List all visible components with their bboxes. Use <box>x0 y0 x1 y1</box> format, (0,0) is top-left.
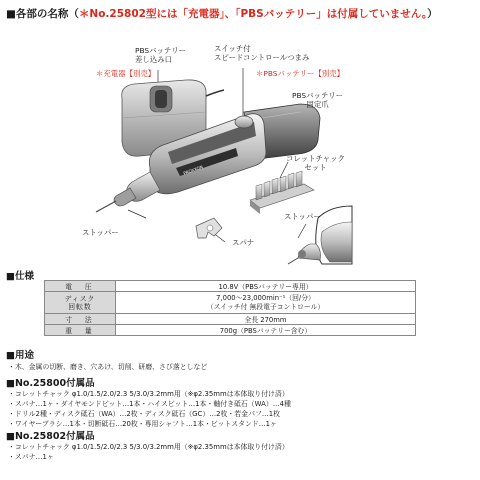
title-note: ＊No.25802型には「充電器」、「PBSバッテリー」は付属していません。 <box>78 8 428 20</box>
usage-text: ・木、金属の切断、磨き、穴あけ、切削、研磨、さび落としなど <box>8 363 208 371</box>
label-charger: ＊充電器【別売】 <box>96 69 156 78</box>
spec-table <box>44 280 416 336</box>
label-battery-claw-line-2: 固定爪 <box>306 100 329 109</box>
label-battery-claw-line-1: PBSバッテリー <box>292 91 344 100</box>
spec-key: 電 圧 <box>45 281 116 292</box>
spec-row-size <box>45 314 416 325</box>
title-prefix: ■各部の名称（ <box>6 8 79 20</box>
spec-key: 寸 法 <box>45 314 116 325</box>
list-item: ・コレットチャック φ1.0/1.5/2.0/2.3 5/3.0/3.2mm用（※φ2.35mmは本体取り付け済） <box>8 390 289 398</box>
label-charge-port <box>135 46 186 64</box>
collet-chuck-set-illustration <box>250 171 314 214</box>
list-item: ・ドリル2種・ディスク砥石（WA）…2枚・ディスク砥石（GC）…2枚・若金パフ…1枚 <box>8 410 281 418</box>
title-suffix: ） <box>427 8 438 20</box>
label-battery-claw <box>292 91 343 109</box>
usage-heading: ■用途 <box>6 350 34 361</box>
spec-value: 10.8V（PBSバッテリー専用） <box>116 281 416 292</box>
list-item: ・スパナ…1ヶ <box>8 453 54 461</box>
spec-value-line-1: 7,000〜23,000min⁻¹（回/分） <box>216 293 315 302</box>
label-switch-speed-line-2: スピードコントロールつまみ <box>214 53 310 62</box>
spec-row-voltage <box>45 281 416 292</box>
label-collet-set <box>286 154 345 172</box>
spanner-illustration <box>196 218 222 238</box>
spec-value-line-2: （スイッチ付 無段電子コントロール） <box>206 302 325 311</box>
spec-key: 重 量 <box>45 325 116 336</box>
spec-value: 700g（PBSバッテリー含む） <box>116 325 416 336</box>
label-collet-set-line-2: セット <box>304 163 327 172</box>
label-stopper-left: ストッパー <box>82 228 119 237</box>
acc-25800-heading: ■No.25800付属品 <box>6 378 95 389</box>
label-switch-speed <box>214 44 309 62</box>
label-charge-port-line-2: 差し込み口 <box>135 55 172 64</box>
list-item: ・ワイヤーブラシ…1本・切断砥石…20枚・専用シャフト…1本・ビットスタンド…1ヶ <box>8 420 277 428</box>
label-stopper-right: ストッパー <box>284 212 321 221</box>
label-spanner: スパナ <box>232 238 255 247</box>
list-item: ・スパナ…1ヶ・ダイヤモンドビット…1本・ハイスビット…1本・軸付き砥石（WA）…4種 <box>8 400 291 408</box>
product-logo: PROXXON <box>182 164 204 176</box>
spec-row-rpm <box>45 292 416 314</box>
spec-value <box>116 292 416 314</box>
spec-row-weight <box>45 325 416 336</box>
acc-25802-heading: ■No.25802付属品 <box>6 431 95 442</box>
spec-heading: ■仕様 <box>6 271 34 282</box>
list-item: ・コレットチャック φ1.0/1.5/2.0/2.3 5/3.0/3.2mm用（※φ2.35mmは本体取り付け済） <box>8 443 289 451</box>
label-collet-set-line-1: コレットチャック <box>286 154 345 163</box>
spec-key: ディスク 回転数 <box>45 292 116 314</box>
spec-value: 全長 270mm <box>116 314 416 325</box>
label-battery: ＊PBSバッテリー【別売】 <box>256 69 344 78</box>
label-switch-speed-line-1: スイッチ付 <box>214 44 251 53</box>
label-charge-port-line-1: PBSバッテリー <box>135 46 187 55</box>
